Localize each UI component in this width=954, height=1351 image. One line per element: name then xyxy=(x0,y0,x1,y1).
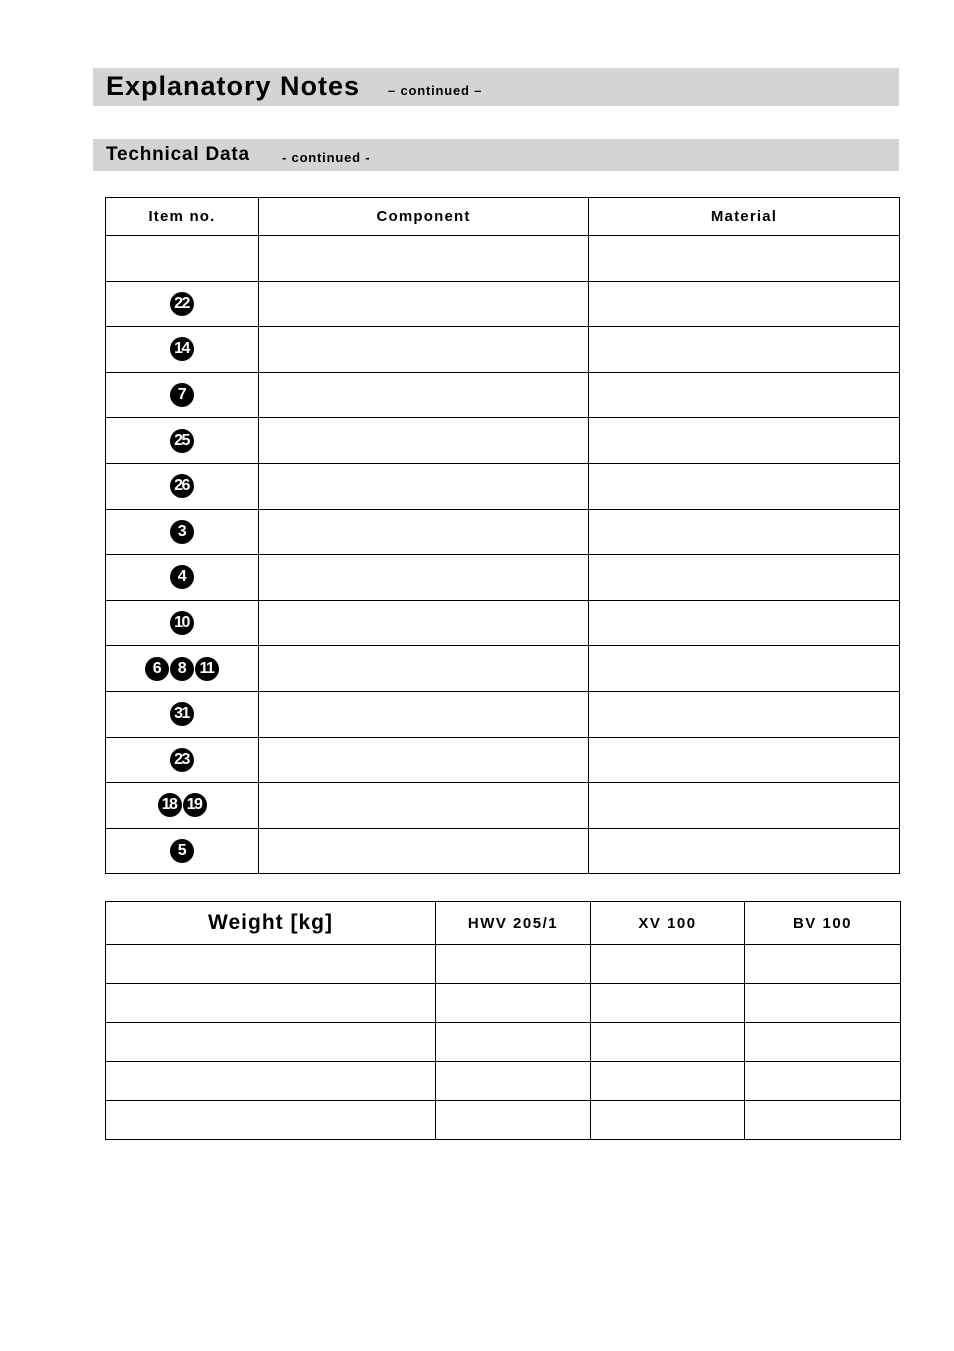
item-number-badges xyxy=(170,337,194,361)
item-no-cell xyxy=(106,783,259,829)
section-header-band xyxy=(93,139,899,171)
weight-label-cell xyxy=(106,984,436,1023)
weight-xv-100-cell xyxy=(591,1023,745,1062)
item-number-badge: 4 xyxy=(170,565,194,589)
item-number-badges xyxy=(170,429,194,453)
component-cell xyxy=(259,783,589,829)
component-cell xyxy=(259,646,589,692)
section-title: Technical Data xyxy=(106,144,250,165)
column-header-material: Material xyxy=(589,198,900,236)
weight-hwv-205-1-cell xyxy=(436,984,591,1023)
table-row xyxy=(106,327,900,373)
weight-xv-100-cell xyxy=(591,1062,745,1101)
item-number-badge: 19 xyxy=(183,793,207,817)
component-cell xyxy=(259,555,589,601)
material-cell xyxy=(589,691,900,737)
table-row xyxy=(106,783,900,829)
table-row xyxy=(106,555,900,601)
material-cell xyxy=(589,737,900,783)
table-row xyxy=(106,691,900,737)
item-no-cell xyxy=(106,236,259,282)
item-no-cell xyxy=(106,463,259,509)
component-cell xyxy=(259,509,589,555)
weight-hwv-205-1-cell xyxy=(436,945,591,984)
component-cell xyxy=(259,418,589,464)
weight-bv-100-cell xyxy=(745,1023,901,1062)
weight-bv-100-cell xyxy=(745,984,901,1023)
table-row xyxy=(106,372,900,418)
section-subtitle: - continued - xyxy=(282,150,371,165)
component-cell xyxy=(259,372,589,418)
page-subtitle: – continued – xyxy=(388,83,483,98)
item-number-badges xyxy=(170,702,194,726)
item-number-badges xyxy=(170,292,194,316)
item-number-badge: 22 xyxy=(170,292,194,316)
column-header-component: Component xyxy=(259,198,589,236)
table-row xyxy=(106,1023,901,1062)
material-cell xyxy=(589,783,900,829)
page-header-band xyxy=(93,68,899,106)
table-row xyxy=(106,509,900,555)
material-cell xyxy=(589,509,900,555)
item-number-badge: 3 xyxy=(170,520,194,544)
weight-hwv-205-1-cell xyxy=(436,1023,591,1062)
item-no-cell xyxy=(106,555,259,601)
weight-xv-100-cell xyxy=(591,945,745,984)
table-row xyxy=(106,236,900,282)
weight-label-cell xyxy=(106,945,436,984)
weight-xv-100-cell xyxy=(591,984,745,1023)
item-number-badge: 26 xyxy=(170,474,194,498)
table-row xyxy=(106,1062,901,1101)
item-number-badges xyxy=(170,839,194,863)
weight-header-label: Weight [kg] xyxy=(106,902,436,945)
material-cell xyxy=(589,281,900,327)
component-cell xyxy=(259,463,589,509)
table-row xyxy=(106,600,900,646)
item-number-badge: 10 xyxy=(170,611,194,635)
weight-table xyxy=(105,901,901,1140)
item-number-badge: 11 xyxy=(195,657,219,681)
item-number-badge: 5 xyxy=(170,839,194,863)
column-header-item-no: Item no. xyxy=(106,198,259,236)
weight-hwv-205-1-cell xyxy=(436,1101,591,1140)
item-no-cell xyxy=(106,418,259,464)
item-number-badge: 7 xyxy=(170,383,194,407)
item-no-cell xyxy=(106,737,259,783)
item-no-cell xyxy=(106,646,259,692)
weight-header-xv-100: XV 100 xyxy=(591,902,745,945)
table-row xyxy=(106,828,900,874)
table-row xyxy=(106,984,901,1023)
material-cell xyxy=(589,372,900,418)
item-number-badge: 31 xyxy=(170,702,194,726)
table-row xyxy=(106,945,901,984)
item-no-cell xyxy=(106,509,259,555)
item-number-badges xyxy=(170,748,194,772)
component-cell xyxy=(259,236,589,282)
item-number-badges xyxy=(170,520,194,544)
material-cell xyxy=(589,418,900,464)
material-cell xyxy=(589,828,900,874)
table-row xyxy=(106,418,900,464)
item-no-cell xyxy=(106,327,259,373)
item-number-badges xyxy=(170,611,194,635)
weight-label-cell xyxy=(106,1101,436,1140)
item-number-badges xyxy=(170,474,194,498)
item-no-cell xyxy=(106,828,259,874)
material-cell xyxy=(589,236,900,282)
weight-header-hwv-205-1: HWV 205/1 xyxy=(436,902,591,945)
item-number-badges xyxy=(170,565,194,589)
table-header-row xyxy=(106,198,900,236)
item-number-badge: 23 xyxy=(170,748,194,772)
weight-bv-100-cell xyxy=(745,1101,901,1140)
component-cell xyxy=(259,327,589,373)
weight-label-cell xyxy=(106,1023,436,1062)
weight-bv-100-cell xyxy=(745,945,901,984)
component-cell xyxy=(259,600,589,646)
material-cell xyxy=(589,463,900,509)
weight-header-row xyxy=(106,902,901,945)
table-row xyxy=(106,1101,901,1140)
item-no-cell xyxy=(106,691,259,737)
table-row xyxy=(106,646,900,692)
table-row xyxy=(106,463,900,509)
table-row xyxy=(106,281,900,327)
item-no-cell xyxy=(106,600,259,646)
material-cell xyxy=(589,646,900,692)
component-cell xyxy=(259,737,589,783)
weight-xv-100-cell xyxy=(591,1101,745,1140)
technical-data-table xyxy=(105,197,900,874)
item-number-badge: 6 xyxy=(145,657,169,681)
component-cell xyxy=(259,828,589,874)
material-cell xyxy=(589,327,900,373)
component-cell xyxy=(259,281,589,327)
table-row xyxy=(106,737,900,783)
item-number-badge: 25 xyxy=(170,429,194,453)
item-no-cell xyxy=(106,372,259,418)
weight-bv-100-cell xyxy=(745,1062,901,1101)
weight-header-bv-100: BV 100 xyxy=(745,902,901,945)
material-cell xyxy=(589,600,900,646)
item-number-badge: 14 xyxy=(170,337,194,361)
weight-label-cell xyxy=(106,1062,436,1101)
item-number-badge: 8 xyxy=(170,657,194,681)
page-title: Explanatory Notes xyxy=(106,71,361,101)
component-cell xyxy=(259,691,589,737)
item-number-badges xyxy=(170,383,194,407)
weight-hwv-205-1-cell xyxy=(436,1062,591,1101)
item-number-badges xyxy=(145,657,219,681)
material-cell xyxy=(589,555,900,601)
item-number-badge: 18 xyxy=(158,793,182,817)
item-no-cell xyxy=(106,281,259,327)
item-number-badges xyxy=(158,793,207,817)
